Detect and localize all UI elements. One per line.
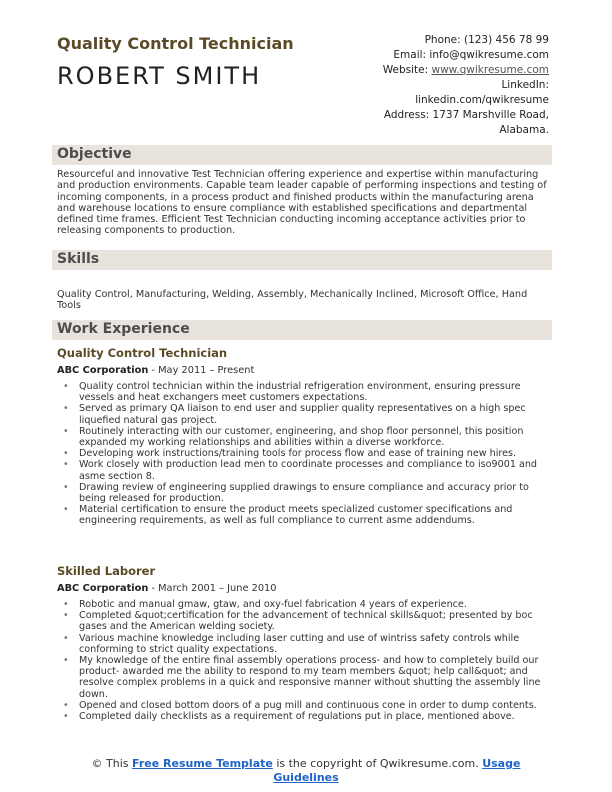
list-item [57, 610, 551, 632]
list-item [57, 504, 551, 526]
job-dates: - March 2001 – June 2010 [148, 583, 277, 594]
skills-text: Quality Control, Manufacturing, Welding, Assembly, Mechanically Inclined, Microsoft Office, Hand Tools [57, 289, 528, 312]
bullet-icon: • [63, 699, 69, 711]
bullet-icon: • [63, 403, 69, 415]
footer-middle: is the copyright of Qwikresume.com. [272, 757, 483, 770]
bullet-text: Routinely interacting with our customer, engineering, and shop floor personnel, this position expanded my working relationships and abilities within a diverse workforce. [79, 425, 524, 449]
work-experience-section-header [52, 320, 552, 340]
contact-address-line2: Alabama. [499, 124, 549, 136]
contact-website-link[interactable]: www.qwikresume.com [431, 64, 549, 76]
list-item [57, 711, 551, 722]
free-resume-template-link[interactable]: Free Resume Template [132, 757, 273, 770]
bullet-text: Completed daily checklists as a requirement of regulations put in place, mentioned above. [79, 711, 515, 723]
list-item [57, 633, 551, 655]
bullet-text: Completed &quot;certification for the advancement of technical skills&quot; presented by boc gases and the American welding society. [79, 610, 533, 633]
bullet-text: Various machine knowledge including laser cutting and use of wintriss safety controls while conforming to strict quality expectations. [79, 632, 520, 655]
bullet-icon: • [63, 610, 69, 622]
objective-heading: Objective [57, 146, 132, 162]
copyright-footer [0, 757, 612, 785]
bullet-text: Quality control technician within the industrial refrigeration environment, ensuring pressure vessels and heat exchangers meet customers expectations. [79, 381, 521, 404]
bullet-icon: • [63, 655, 69, 667]
usage-guidelines-link-part2[interactable]: Guidelines [273, 771, 339, 784]
objective-section-header [52, 145, 552, 165]
contact-email: Email: info@qwikresume.com [393, 49, 549, 61]
contact-website-row [383, 63, 549, 78]
job-bullet-list [57, 381, 551, 527]
job-company: ABC Corporation [57, 365, 149, 376]
usage-guidelines-link-part1[interactable]: Usage [482, 757, 521, 770]
skills-section-header [52, 250, 552, 270]
bullet-text: Material certification to ensure the product meets specialized customer specifications and engineering requirements, as well as full compliance to current asme addendums. [79, 504, 513, 527]
job-role: Skilled Laborer [57, 564, 156, 578]
list-item [57, 381, 551, 403]
list-item [57, 599, 551, 610]
bullet-text: Developing work instructions/training tools for process flow and ease of training new hires. [79, 448, 517, 460]
job-bullet-list [57, 599, 551, 722]
skills-heading: Skills [57, 251, 100, 267]
job-company: ABC Corporation [57, 583, 149, 594]
bullet-icon: • [63, 632, 69, 644]
bullet-text: Drawing review of engineering supplied drawings to ensure compliance and accuracy prior to being released for production. [79, 481, 529, 505]
objective-text: Resourceful and innovative Test Technician offering experience and expertise within manufacturing and production environments. Capable team leader capable of performing inspections and testing of incoming components, in a process product and finished products within the manufacturing arena and warehouse locations to ensure compliance with established specifications and departmental defined time frames. Efficient Test Technician conducting incoming acceptance activities prior to releasing components to production. [57, 169, 547, 237]
bullet-icon: • [63, 459, 69, 471]
bullet-icon: • [63, 425, 69, 437]
contact-phone: Phone: (123) 456 78 99 [424, 34, 549, 46]
bullet-icon: • [63, 504, 69, 516]
bullet-text: Work closely with production lead men to coordinate processes and compliance to iso9001 and asme section 8. [79, 459, 538, 482]
bullet-text: Served as primary QA liaison to end user and supplier quality representatives on a high spec liquefied natural gas project. [79, 403, 526, 426]
bullet-icon: • [63, 381, 69, 392]
bullet-text: My knowledge of the entire final assembly operations process- and how to completely build our product- awarded me the ability to respond to my team members &quot; help call&quot; and resolve complex problems in a quick and responsive manner without shutting the assembly line down. [79, 655, 541, 700]
contact-linkedin: linkedin.com/qwikresume [415, 94, 549, 106]
list-item [57, 426, 551, 448]
bullet-text: Opened and closed bottom doors of a pug mill and continuous cone in order to dump contents. [79, 699, 537, 711]
footer-prefix: © This [91, 757, 133, 770]
contact-block [383, 33, 549, 138]
resume-job-title: Quality Control Technician [57, 34, 294, 53]
list-item [57, 700, 551, 711]
bullet-icon: • [63, 448, 69, 460]
list-item [57, 655, 551, 700]
list-item [57, 482, 551, 504]
bullet-text: Robotic and manual gmaw, gtaw, and oxy-fuel fabrication 4 years of experience. [79, 599, 467, 610]
job-company-line [57, 583, 277, 594]
job-role: Quality Control Technician [57, 346, 228, 360]
bullet-icon: • [63, 481, 69, 493]
contact-linkedin-label: LinkedIn: [501, 79, 549, 91]
job-company-line [57, 365, 254, 376]
list-item [57, 403, 551, 425]
bullet-icon: • [63, 711, 69, 723]
work-experience-heading: Work Experience [57, 321, 190, 337]
list-item [57, 448, 551, 459]
contact-website-label: Website: [382, 64, 432, 76]
bullet-icon: • [63, 599, 69, 610]
candidate-name: ROBERT SMITH [57, 62, 262, 90]
contact-address-line1: Address: 1737 Marshville Road, [383, 109, 549, 121]
job-dates: - May 2011 – Present [148, 365, 255, 376]
list-item [57, 459, 551, 481]
